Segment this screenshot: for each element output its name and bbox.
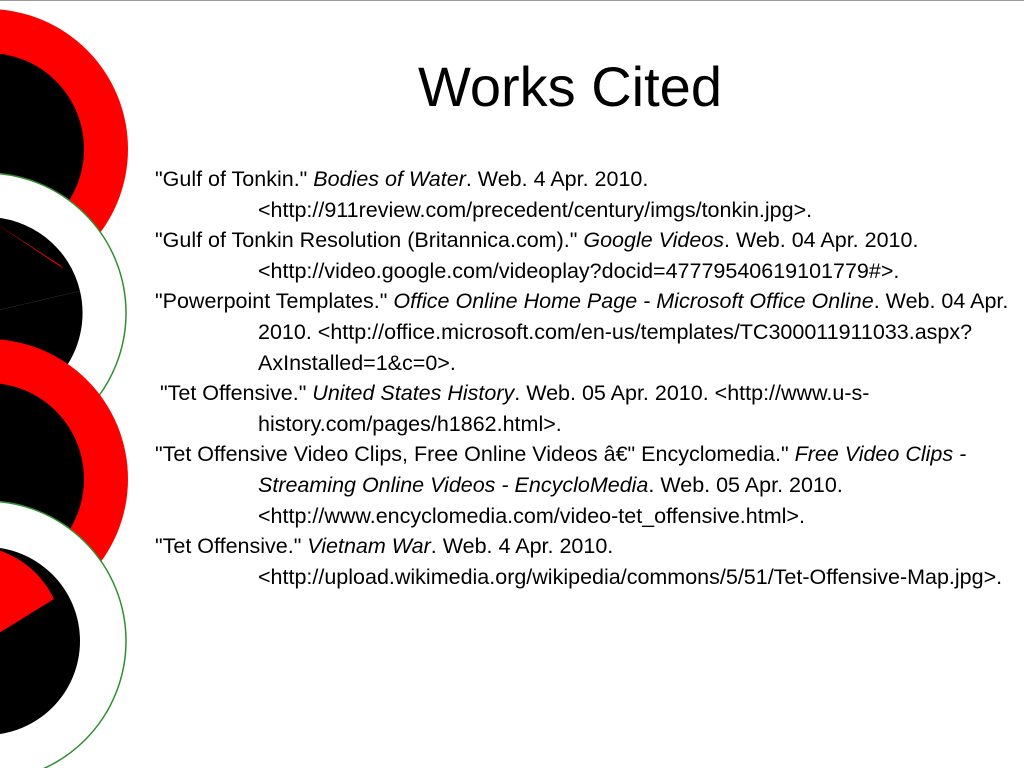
citation-title: "Tet Offensive Video Clips, Free Online Videos â€" Encyclomedia.": [155, 442, 795, 467]
citation-details: . Web. 05 Apr. 2010. <http://www.encyclomedia.com/video-tet_offensive.html>.: [258, 472, 843, 528]
works-cited-list: [155, 164, 1017, 592]
citation-entry: [155, 164, 1017, 225]
citation-source: Office Online Home Page - Microsoft Office Online: [393, 289, 874, 314]
citation-source: Bodies of Water: [313, 167, 466, 191]
citation-entry: [155, 225, 1017, 286]
citation-details: . Web. 04 Apr. 2010. <http://video.google.com/videoplay?docid=4777954061910177​9#>.: [258, 228, 919, 283]
citation-entry: [155, 439, 1017, 531]
citation-entry: [155, 378, 1017, 439]
citation-details: . Web. 4 Apr. 2010. <http://upload.wikimedia.org/wikipedia/commons/5/51/Tet-Offensive-Map.jpg>.: [258, 534, 1003, 589]
citation-title: "Powerpoint Templates.": [155, 289, 394, 314]
citation-entry: [155, 531, 1017, 592]
citation-entry: [155, 286, 1017, 378]
citation-title: "Tet Offensive.": [160, 381, 313, 406]
decorative-rings-graphic: [0, 1, 140, 768]
citation-title: "Tet Offensive.": [155, 534, 308, 559]
citation-title: "Gulf of Tonkin.": [155, 167, 314, 191]
citation-details: . Web. 04 Apr. 2010. <http://office.microsoft.com/en-us/templates/TC300011911033.aspx?AxInstalled=1&c=0>.: [258, 289, 1009, 375]
citation-details: . Web. 05 Apr. 2010. <http://www.u-s-history.com/pages/h1862.html>.: [258, 381, 870, 436]
citation-source: Google Videos: [583, 228, 724, 253]
citation-details: . Web. 4 Apr. 2010. <http://911review.com/precedent/century/imgs/tonkin.jpg>.: [258, 167, 813, 222]
citation-source: Vietnam War: [307, 534, 431, 559]
citation-title: "Gulf of Tonkin Resolution (Britannica.com).": [155, 228, 584, 253]
citation-source: Free Video Clips - Streaming Online Videos - EncycloMedia: [258, 442, 967, 497]
slide-title: Works Cited: [418, 55, 722, 118]
citation-source: United States History: [312, 381, 515, 406]
